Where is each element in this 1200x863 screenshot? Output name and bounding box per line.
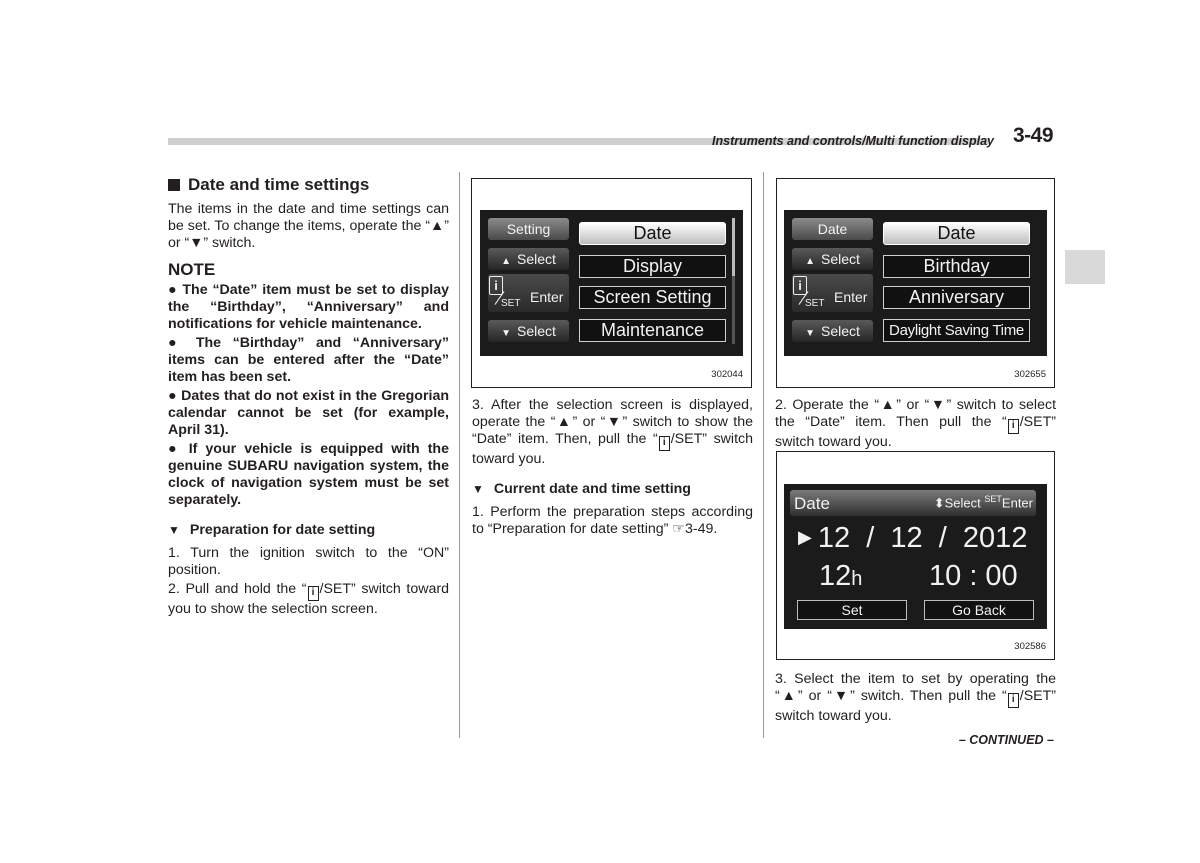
step: 1. Perform the preparation steps according to “Preparation for date setting” ☞3-49. [472,504,753,537]
note-item: ● Dates that do not exist in the Gregorian calendar cannot be set (for example, April 31). [168,388,449,438]
date-button: Date [792,218,873,240]
menu-item-maintenance: Maintenance [579,319,726,342]
page-number: 3-49 [1013,124,1054,147]
down-triangle-icon: ▼ [605,414,623,430]
scrollbar [732,218,735,344]
down-triangle-icon: ▼ [189,235,204,251]
menu-item-anniversary: Anniversary [883,286,1030,309]
updown-icon: ⬍ [933,495,945,511]
step: 3. After the selection screen is displayed, operate the “▲” or “▼” switch to show the “Date” item. Then, pull the “ i /SET” switch toward you. [472,397,753,467]
column-divider [763,172,764,738]
enter-label: Enter [834,289,868,305]
down-triangle-icon: ▼ [168,523,180,537]
info-set-icon: i SET [793,276,823,312]
column-right [775,397,1056,453]
enter-label: Enter [530,289,564,305]
running-header: Instruments and controls/Multi function display [712,134,994,148]
go-back-button: Go Back [924,600,1034,620]
set-button: Set [797,600,907,620]
step: 1. Turn the ignition switch to the “ON” position. [168,545,449,578]
menu-item-date: Date [579,222,726,245]
menu-item-date: Date [883,222,1030,245]
time-value: 10 : 00 [929,560,1018,592]
info-icon: i [308,586,319,601]
select-down-button: ▼ Select [792,320,873,342]
select-up-button: ▲ Select [792,248,873,270]
menu-item-display: Display [579,255,726,278]
menu-item-daylight-saving: Daylight Saving Time [883,319,1030,342]
step: 3. Select the item to set by operating the “▲” or “▼” switch. Then pull the “ i /SET” switch toward you. [775,671,1057,724]
info-icon: i [659,436,670,451]
up-triangle-icon: ▲ [779,688,798,704]
up-triangle-icon: ▲ [555,414,573,430]
section-title: Date and time settings [168,174,449,196]
thumb-tab [1065,250,1105,284]
cursor-arrow-icon: ▶ [798,527,812,547]
select-down-button: ▼ Select [488,320,569,342]
step: 2. Operate the “▲” or “▼” switch to select the “Date” item. Then pull the “ i /SET” switch toward you. [775,397,1057,450]
date-title: Date [794,494,830,513]
up-triangle-icon: ▲ [430,218,445,234]
intro-paragraph: The items in the date and time settings can be set. To change the items, operate the “▲” or “▼” switch. [168,201,449,251]
note-item: ● The “Date” item must be set to display the “Birthday”, “Anniversary” and notifications for vehicle maintenance. [168,282,449,332]
menu-item-screen-setting: Screen Setting [579,286,726,309]
column-right-lower [775,671,1056,727]
up-triangle-icon: ▲ [805,256,815,267]
down-triangle-icon: ▼ [929,397,947,413]
continued-label: – CONTINUED – [958,733,1054,747]
display-screen [784,484,1047,629]
info-set-icon: i SET [489,276,519,312]
display-screen [480,210,743,356]
select-up-button: ▲ Select [488,248,569,270]
setting-button: Setting [488,218,569,240]
column-divider [459,172,460,738]
step: 2. Pull and hold the “ i /SET” switch toward you to show the selection screen. [168,581,449,617]
square-bullet-icon [168,179,180,191]
display-screen [784,210,1047,356]
figure-id: 302655 [1014,369,1046,380]
note-item: ● If your vehicle is equipped with the genuine SUBARU navigation system, the clock of navigation system must be set separately. [168,441,449,508]
subheading: ▼ Current date and time setting [472,481,691,497]
menu-item-birthday: Birthday [883,255,1030,278]
hour-format: 12h [819,560,863,592]
down-triangle-icon: ▼ [472,482,484,496]
down-triangle-icon: ▼ [831,688,851,704]
column-middle [472,397,753,540]
column-left [168,174,449,620]
note-heading: NOTE [168,260,216,279]
info-icon: i [1008,419,1019,434]
subheading: ▼ Preparation for date setting [168,522,376,538]
down-triangle-icon: ▼ [501,328,511,339]
up-triangle-icon: ▲ [879,397,897,413]
figure-date-entry [776,451,1055,660]
date-value: ▶ 12 / 12 / 2012 [798,522,1028,554]
figure-id: 302586 [1014,641,1046,652]
down-triangle-icon: ▼ [805,328,815,339]
figure-id: 302044 [711,369,743,380]
info-icon: i [1008,693,1019,708]
figure-setting-menu [471,178,752,388]
note-item: ● The “Birthday” and “Anniversary” items can be entered after the “Date” item has been set. [168,335,449,385]
date-hint: ⬍Select $^{SET}$Enter [933,494,1033,511]
figure-date-menu [776,178,1055,388]
up-triangle-icon: ▲ [501,256,511,267]
